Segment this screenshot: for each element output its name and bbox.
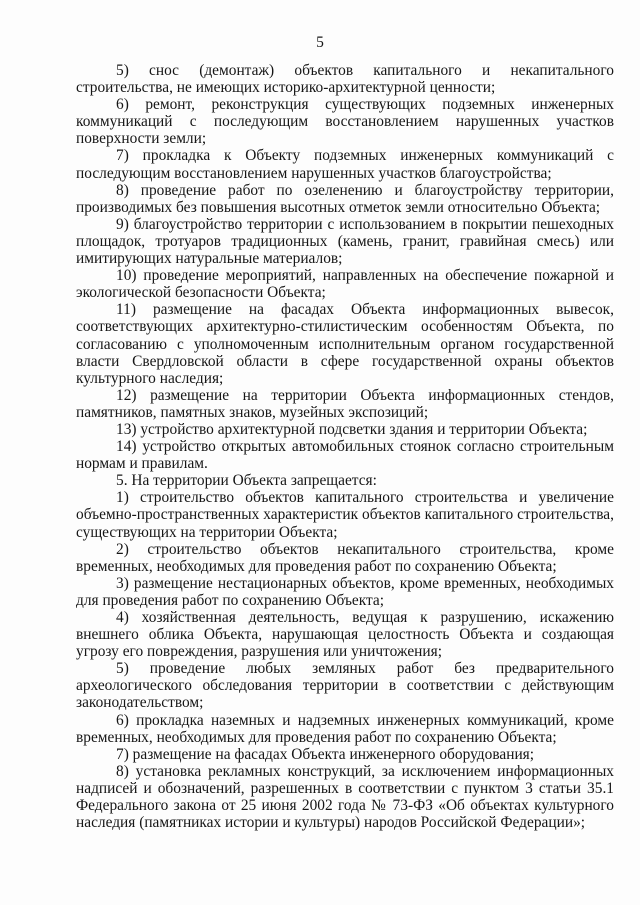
page-number: 5: [316, 34, 324, 51]
paragraph-item-13-lighting: 13) устройство архитектурной подсветки здания и территории Объекта;: [116, 420, 588, 438]
paragraph-item-8-landscaping: 8) проведение работ по озеленению и благоустройству территории, производимых без повышения высотных отметок земли относительно Объекта;: [76, 181, 614, 216]
paragraph-item-14-parking: 14) устройство открытых автомобильных стоянок согласно строительным нормам и правилам.: [76, 438, 614, 473]
paragraph-item-5-demolition: 5) снос (демонтаж) объектов капитального и некапитального строительства, не имеющих историко-архитектурной ценности;: [76, 62, 614, 97]
paragraph-item-7-laying: 7) прокладка к Объекту подземных инженерных коммуникаций с последующим восстановлением нарушенных участков благоустройства;: [76, 147, 614, 182]
prohibited-item-3-nonstationary: 3) размещение нестационарных объектов, кроме временных, необходимых для проведения работ по сохранению Объекта;: [76, 574, 614, 609]
paragraph-item-12-stands: 12) размещение на территории Объекта информационных стендов, памятников, памятных знаков, музейных экспозиций;: [76, 386, 614, 421]
document-body: [76, 62, 614, 831]
prohibited-item-2-noncapital: 2) строительство объектов некапитального строительства, кроме временных, необходимых для проведения работ по сохранению Объекта;: [76, 540, 614, 575]
prohibited-item-1-construction: 1) строительство объектов капитального строительства и увеличение объемно-пространственных характеристик объектов капитального строительства, существующих на территории Объекта;: [76, 489, 614, 541]
prohibited-item-5-earthworks: 5) проведение любых земляных работ без предварительного археологического обследования территории в соответствии с действующим законодательством;: [76, 660, 614, 712]
prohibited-item-8-advertising: 8) установка рекламных конструкций, за исключением информационных надписей и обозначений, разрешенных в соответствии с пунктом 3 статьи 35.1 Федерального закона от 25 июня 2002 года № 73-ФЗ «Об объектах культурного наследия (памятниках истории и культуры) народов Российской Федерации»;: [76, 762, 614, 832]
section-heading-prohibited: 5. На территории Объекта запрещается:: [116, 472, 377, 490]
paragraph-item-10-safety: 10) проведение мероприятий, направленных на обеспечение пожарной и экологической безопасности Объекта;: [76, 267, 614, 302]
prohibited-item-6-utilities: 6) прокладка наземных и надземных инженерных коммуникаций, кроме временных, необходимых для проведения работ по сохранению Объекта;: [76, 711, 614, 746]
paragraph-item-6-repair: 6) ремонт, реконструкция существующих подземных инженерных коммуникаций с последующим восстановлением нарушенных участков поверхности земли;: [76, 96, 614, 148]
prohibited-item-7-equipment: 7) размещение на фасадах Объекта инженерного оборудования;: [116, 745, 535, 763]
prohibited-item-4-economic-activity: 4) хозяйственная деятельность, ведущая к разрушению, искажению внешнего облика Объекта, нарушающая целостность Объекта и создающая угрозу его повреждения, разрушения или уничтожения;: [76, 609, 614, 661]
paragraph-item-9-improvement: 9) благоустройство территории с использованием в покрытии пешеходных площадок, тротуаров традиционных (камень, гранит, гравийная смесь) или имитирующих натуральные материалов;: [76, 215, 614, 268]
paragraph-item-11-signboards: 11) размещение на фасадах Объекта информационных вывесок, соответствующих архитектурно-стилистическим особенностям Объекта, по согласованию с уполномоченным исполнительным органом государственной власти Свердловской области в сфере государственной охраны объектов культурного наследия;: [76, 301, 614, 387]
